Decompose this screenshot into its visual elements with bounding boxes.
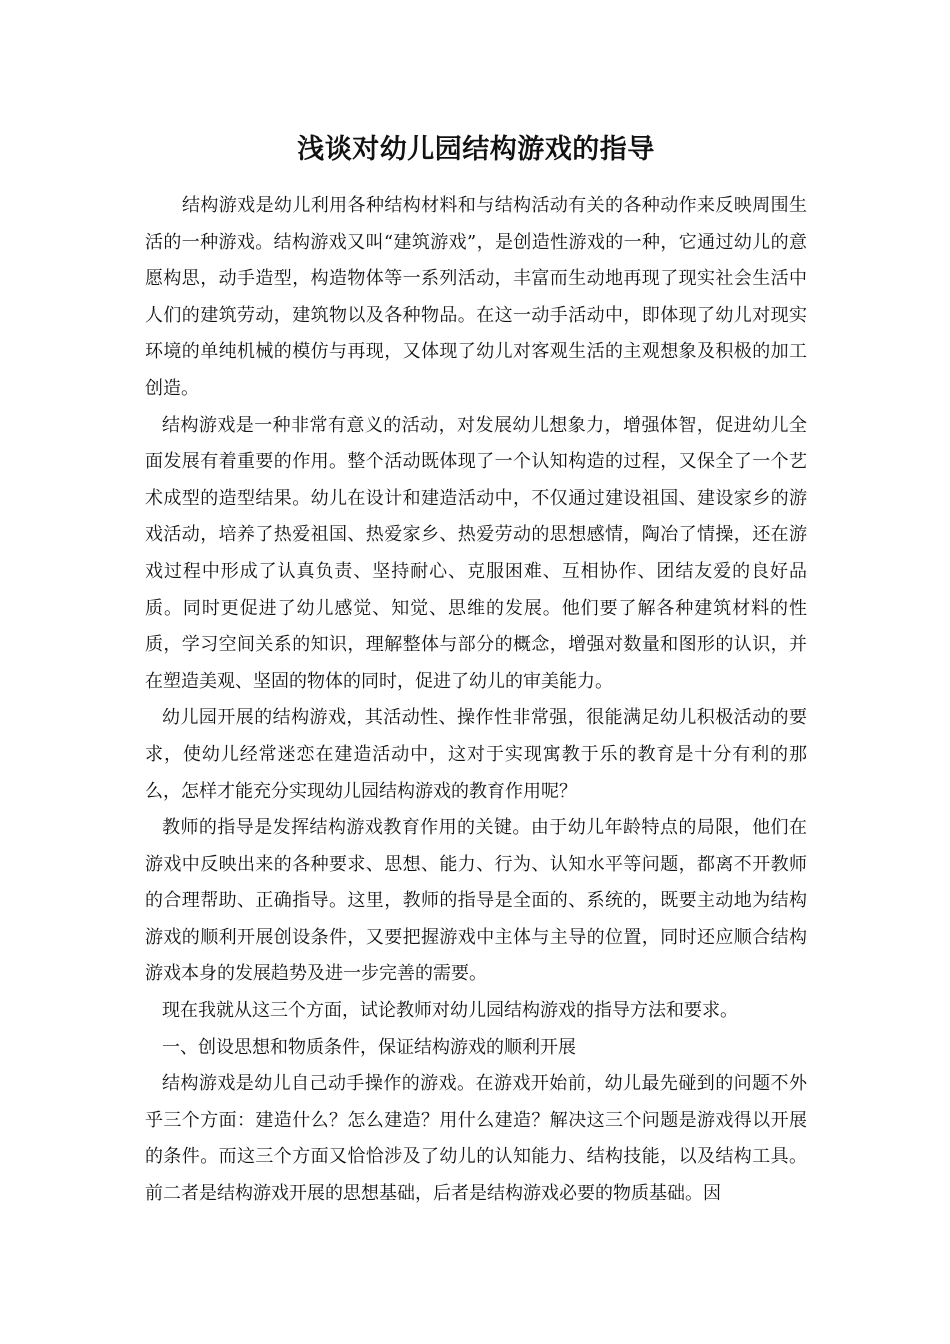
- paragraph-significance: 结构游戏是一种非常有意义的活动，对发展幼儿想象力，增强体智，促进幼儿全面发展有着重要的作用。整个活动既体现了一个认知构造的过程，又保全了一个艺术成型的造型结果。幼儿在设计和建造活动中，不仅通过建设祖国、建设家乡的游戏活动，培养了热爱祖国、热爱家乡、热爱劳动的思想感情，陶冶了情操，还在游戏过程中形成了认真负责、坚持耐心、克服困难、互相协作、团结友爱的良好品质。同时更促进了幼儿感觉、知觉、思维的发展。他们要了解各种建筑材料的性质，学习空间关系的知识，理解整体与部分的概念，增强对数量和图形的认识，并在塑造美观、坚固的物体的同时，促进了幼儿的审美能力。: [145, 414, 807, 692]
- paragraph-intro: 结构游戏是幼儿利用各种结构材料和与结构活动有关的各种动作来反映周围生活的一种游戏。结构游戏又叫“建筑游戏”，是创造性游戏的一种，它通过幼儿的意愿构思，动手造型，构造物体等一系列活动，丰富而生动地再现了现实社会生活中人们的建筑劳动，建筑物以及各种物品。在这一动手活动中，即体现了幼儿对现实环境的单纯机械的模仿与再现，又体现了幼儿对客观生活的主观想象及积极的加工创造。: [145, 195, 807, 399]
- paragraph-activity: 幼儿园开展的结构游戏，其活动性、操作性非常强，很能满足幼儿积极活动的要求，使幼儿经常迷恋在建造活动中，这对于实现寓教于乐的教育是十分有利的那么，怎样才能充分实现幼儿园结构游戏的教育作用呢？: [145, 707, 807, 802]
- document-page: [145, 128, 807, 1213]
- document-title: 浅谈对幼儿园结构游戏的指导: [297, 134, 655, 165]
- section-heading-1: 一、创设思想和物质条件，保证结构游戏的顺利开展: [162, 1036, 576, 1058]
- paragraph-teacher-guidance: 教师的指导是发挥结构游戏教育作用的关键。由于幼儿年龄特点的局限，他们在游戏中反映出来的各种要求、思想、能力、行为、认知水平等问题，都离不开教师的合理帮助、正确指导。这里，教师的指导是全面的、系统的，既要主动地为结构游戏的顺利开展创设条件，又要把握游戏中主体与主导的位置，同时还应顺合结构游戏本身的发展趋势及进一步完善的需要。: [145, 817, 807, 985]
- paragraph-section-1: 结构游戏是幼儿自己动手操作的游戏。在游戏开始前，幼儿最先碰到的问题不外乎三个方面：建造什么？怎么建造？用什么建造？解决这三个问题是游戏得以开展的条件。而这三个方面又恰恰涉及了幼儿的认知能力、结构技能，以及结构工具。前二者是结构游戏开展的思想基础，后者是结构游戏必要的物质基础。因: [145, 1073, 807, 1205]
- paragraph-overview: 现在我就从这三个方面，试论教师对幼儿园结构游戏的指导方法和要求。: [162, 1000, 738, 1022]
